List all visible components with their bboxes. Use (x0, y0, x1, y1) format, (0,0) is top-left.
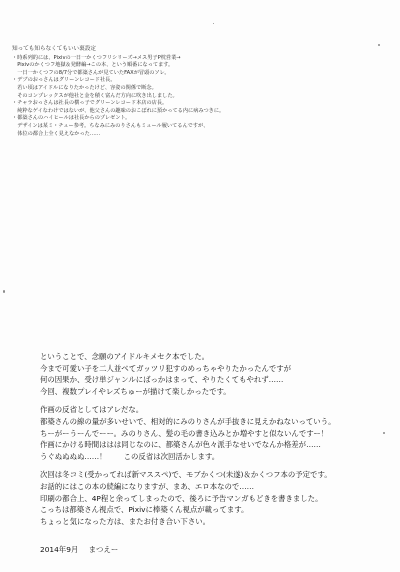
afterword (40, 351, 380, 534)
notes-lines (12, 55, 312, 139)
note-line: ・都築さんのハイヒールは社長からのプレゼント。 (12, 115, 131, 122)
author-name: まつえー (88, 545, 119, 554)
scan-speck (213, 23, 214, 24)
scan-speck (378, 44, 380, 46)
signature (40, 544, 126, 555)
afterword-line: 今回、複数プレイやレズちゅーが描けて楽しかったです。 (40, 386, 231, 396)
afterword-line: 作画にかける時間ははは同じなのに、都築さんが色々派手なせいでなんか格差が…… (40, 440, 321, 450)
note-line: ・チャラおっさんは社長の横っ子でグリーンレコード本店の店長。 (12, 100, 168, 107)
note-line: ・デブのおっさんはグリーンレコード社長。 (12, 77, 116, 84)
afterword-line: お話的にはこの本の続編になりますが、まあ、エロ本なので…… (40, 481, 255, 491)
afterword-line: ちょっと気になった方は、またお付き合い下さい。 (40, 516, 210, 526)
afterword-paragraph (40, 404, 380, 462)
note-line: デザインは某ミ・チュー参考。ちなみにみのりさんもミュール履いてるんですが、 (12, 122, 209, 129)
afterword-line: 都築さんの線の量が多いせいで、相対的にみのりさんが手抜きに見えかねないっていう。 (40, 416, 336, 426)
note-line: 純粋なゲイなわけではないが、他父さんの趣味のおこぼれに預かってる内に病みつきに。 (12, 107, 225, 114)
afterword-line: うぐぬぬぬぬ……！ この反省は次回活かします。 (40, 451, 220, 461)
date-text: 2014年9月 (40, 545, 79, 554)
afterword-line: 何の因果か、受け単ジャンルにばっかはまって、やりたくてもやれず…… (40, 375, 284, 385)
note-line: Pixivのかくつフ地獄＆発酵編→この本、という順番になってます。 (12, 62, 174, 69)
afterword-line: 作画の反省としてはアレだな。 (40, 405, 144, 415)
afterword-paragraph (40, 351, 380, 397)
afterword-line: ちーがーうーんでーー。みのりさん、髪の毛の書き込みとか増やすと似ないんですー！ (40, 428, 329, 438)
note-line: 体位の都合上全く見えなかった…… (12, 130, 101, 137)
notes-title: 知っても知らなくてもいい裏設定 (12, 46, 96, 52)
afterword-line: 今まで可愛い子を二人並べてガッツリ犯すのめっちゃやりたかったんですが (40, 363, 292, 373)
note-line: ・時系列的には、Pixivの一日一かくつフリシリーズ→メス男子P枕営業→ (12, 54, 181, 61)
afterword-paragraphs (40, 351, 380, 527)
afterword-line: こっちは都築さん視点で、Pixivに棒築くん視点が載ってます。 (40, 505, 249, 515)
afterword-line: 次回は冬コミ(受かってれば新マススペ)で、モブかくつ(未遂)＆かくつフ本の予定です。 (40, 470, 332, 480)
note-line: そのコンプレックスが他社と金を積く富んだ方向に吹き出しました。 (12, 92, 178, 99)
scan-speck (3, 290, 5, 293)
trivia-notes (12, 46, 312, 138)
afterword-line: ということで、念願のアイドルキメセク本でした。 (40, 352, 210, 361)
note-line: 若い頃はアイドルになりたかったけど、容姿の関係で断念。 (12, 84, 157, 91)
afterword-line: 印刷の都合上、4P程と余ってしまったので、後ろに予告マンガもどきを書きました。 (40, 493, 323, 503)
note-line: 一日一かくつフの8/7分で都築さんが見ていたFAXが冒頭のソレ。 (12, 69, 170, 76)
afterword-paragraph (40, 469, 380, 527)
scan-speck (383, 432, 385, 434)
